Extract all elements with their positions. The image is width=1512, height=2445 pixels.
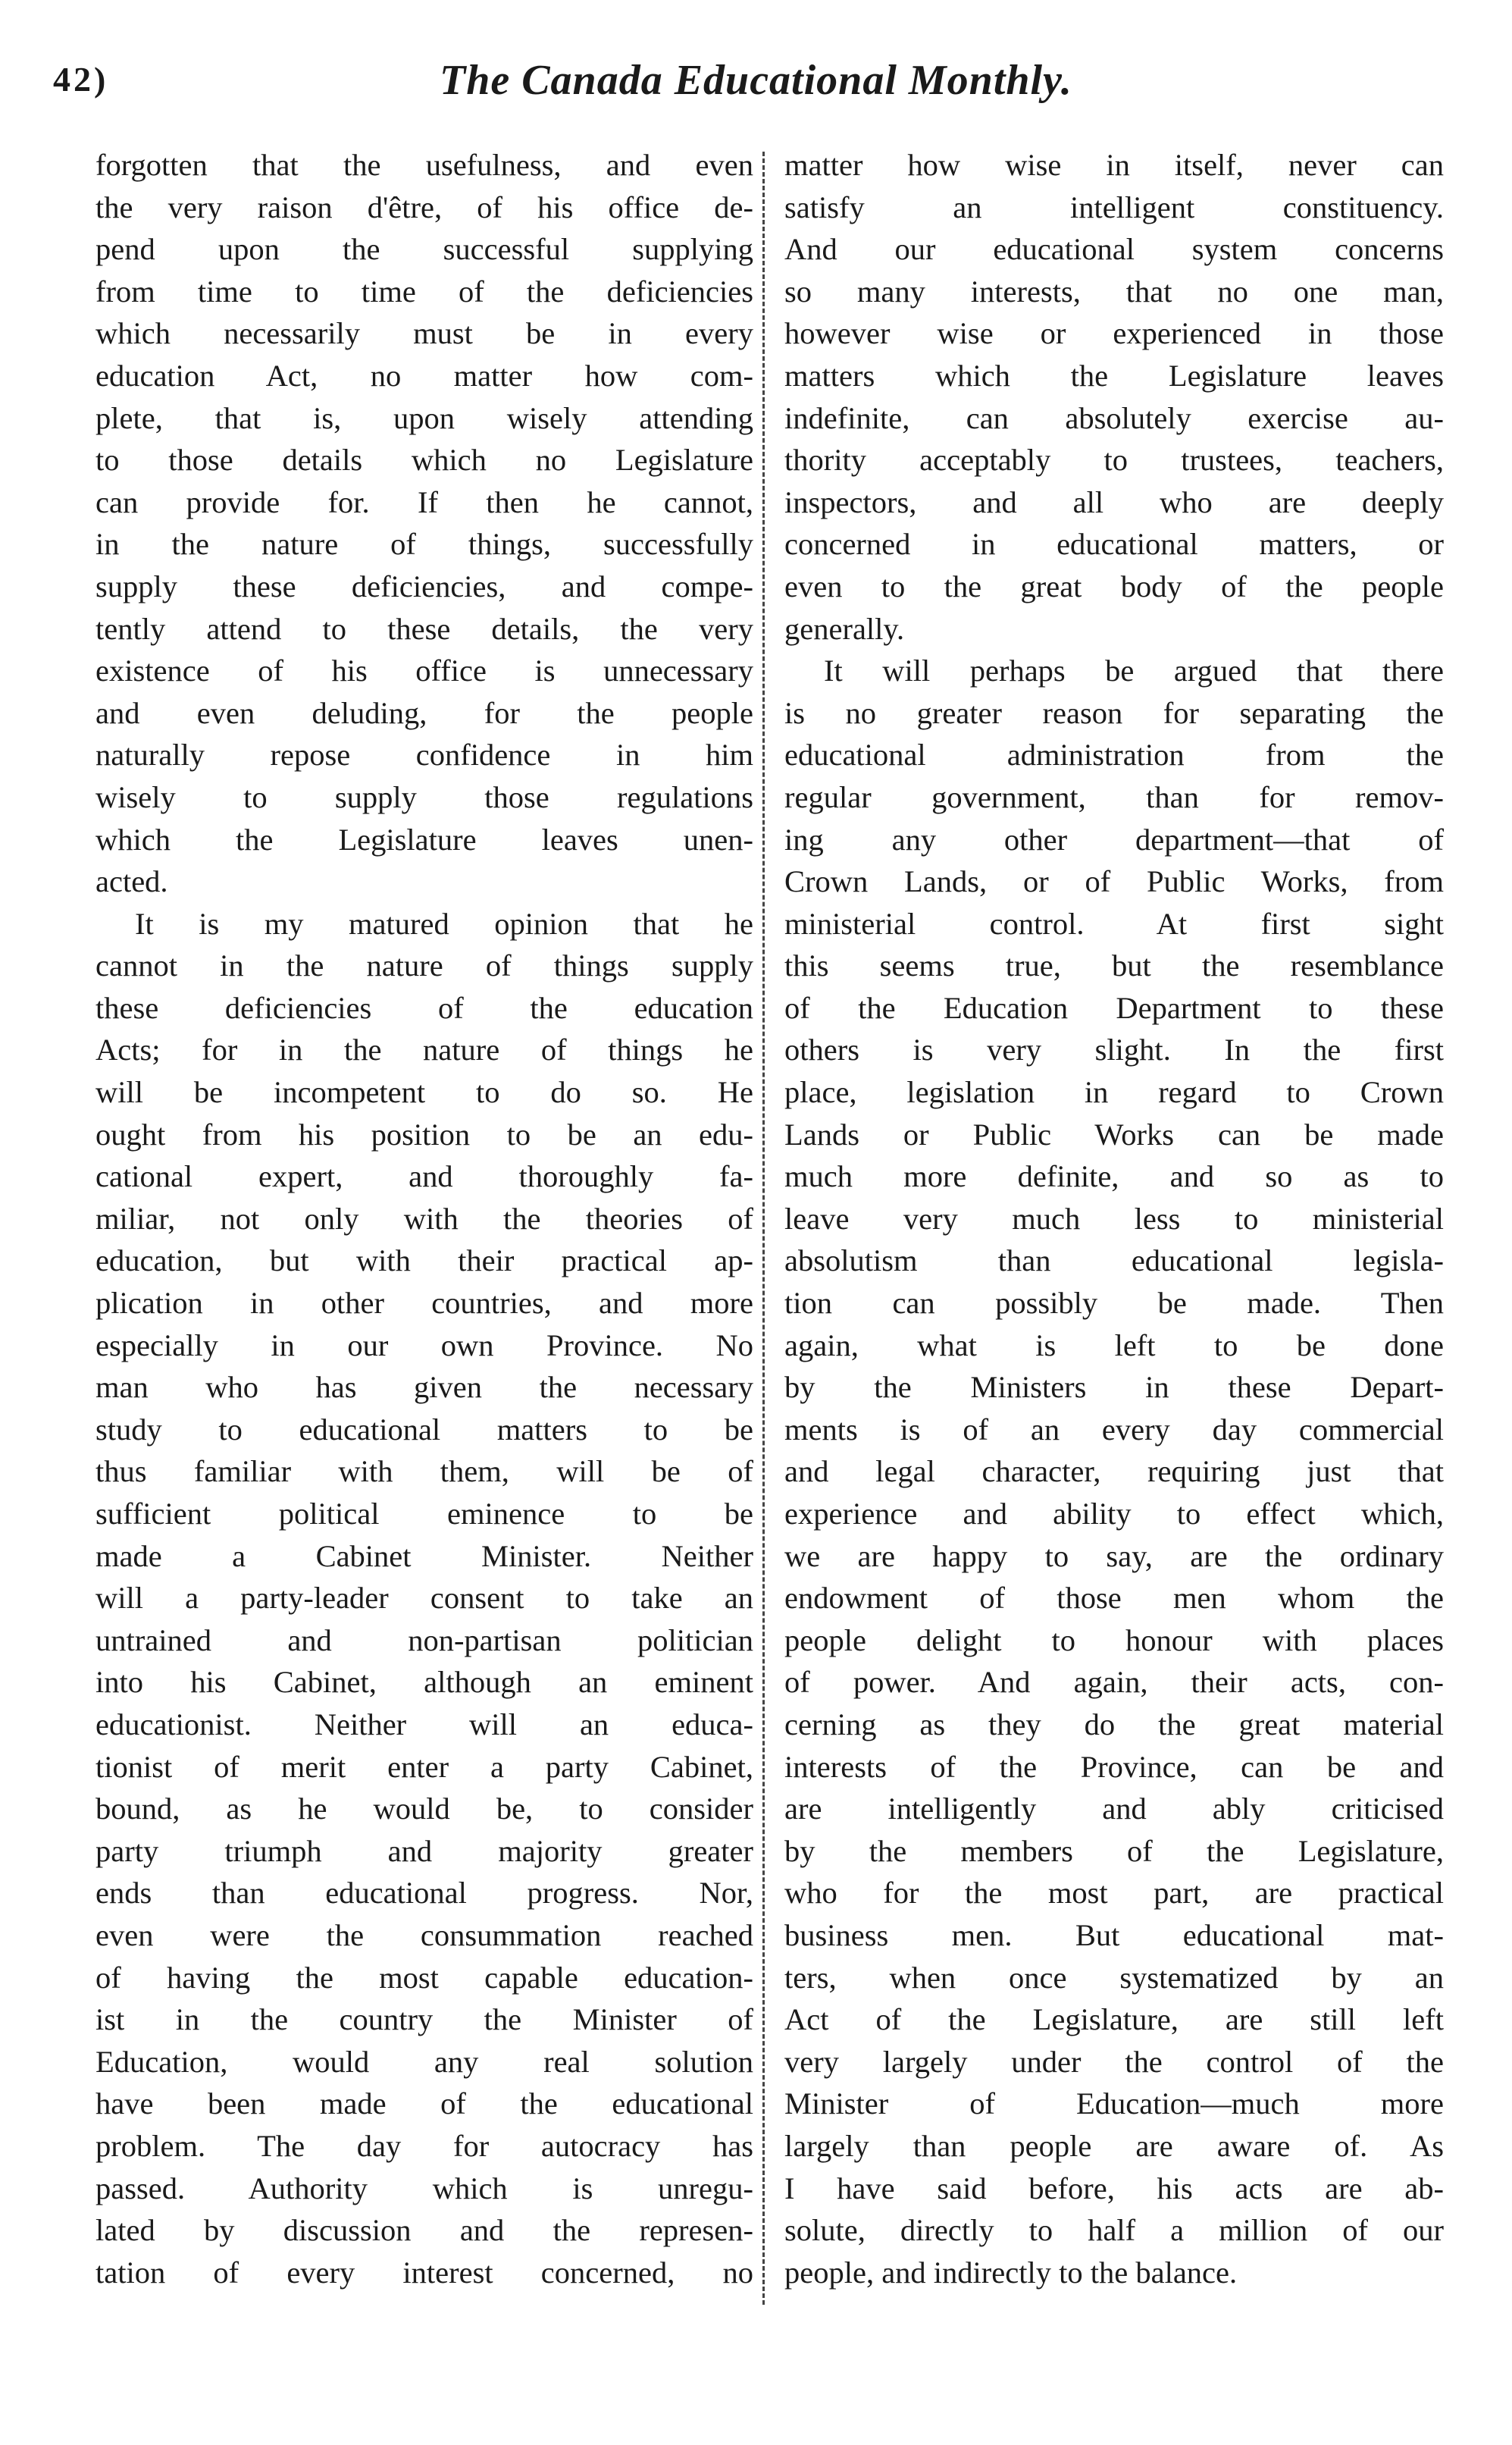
text-line: will a party-leader consent to take an — [95, 1581, 753, 1616]
right-text-column — [784, 144, 1444, 2293]
page-number: 42) — [53, 60, 109, 99]
text-line: tionist of merit enter a party Cabinet, — [95, 1749, 753, 1784]
text-line: matters which the Legislature leaves — [784, 358, 1444, 393]
text-line: Minister of Education—much more — [784, 2086, 1444, 2121]
text-line: people delight to honour with places — [784, 1622, 1444, 1657]
text-line: others is very slight. In the first — [784, 1033, 1444, 1067]
text-line: Crown Lands, or of Public Works, from — [784, 864, 1444, 899]
text-line: pend upon the successful supplying — [95, 232, 753, 267]
text-line: regular government, than for remov- — [784, 779, 1444, 814]
text-line: forgotten that the usefulness, and even — [95, 148, 753, 182]
text-line: naturally repose confidence in him — [95, 738, 753, 773]
text-line: and even deluding, for the people — [95, 695, 753, 730]
text-line: ments is of an every day commercial — [784, 1412, 1444, 1447]
text-line: And our educational system concerns — [784, 232, 1444, 267]
text-line: who for the most part, are practical — [784, 1876, 1444, 1911]
text-line: education Act, no matter how com- — [95, 358, 753, 393]
text-line: cannot in the nature of things supply — [95, 948, 753, 983]
text-line: by the Ministers in these Depart- — [784, 1370, 1444, 1405]
text-line: thus familiar with them, will be of — [95, 1454, 753, 1489]
text-line: largely than people are aware of. As — [784, 2128, 1444, 2163]
text-line: educationist. Neither will an educa- — [95, 1707, 753, 1741]
text-line: so many interests, that no one man, — [784, 274, 1444, 309]
text-line: thority acceptably to trustees, teachers, — [784, 443, 1444, 478]
text-line: supply these deficiencies, and compe- — [95, 569, 753, 603]
text-line: Acts; for in the nature of things he — [95, 1033, 753, 1067]
text-line: generally. — [784, 611, 905, 646]
text-line: and legal character, requiring just that — [784, 1454, 1444, 1489]
text-line: this seems true, but the resemblance — [784, 948, 1444, 983]
text-line: of having the most capable education- — [95, 1960, 753, 1995]
text-line: party triumph and majority greater — [95, 1833, 753, 1868]
text-line: Education, would any real solution — [95, 2044, 753, 2079]
text-line: wisely to supply those regulations — [95, 779, 753, 814]
text-line: It will perhaps be argued that there — [824, 654, 1444, 688]
text-line: people, and indirectly to the balance. — [784, 2255, 1238, 2290]
column-divider — [762, 152, 765, 2305]
text-line: Act of the Legislature, are still left — [784, 2002, 1444, 2037]
text-line: untrained and non-partisan politician — [95, 1622, 753, 1657]
text-line: endowment of those men whom the — [784, 1581, 1444, 1616]
text-line: ing any other department—that of — [784, 822, 1444, 857]
text-line: interests of the Province, can be and — [784, 1749, 1444, 1784]
text-line: Lands or Public Works can be made — [784, 1117, 1444, 1152]
text-line: cational expert, and thoroughly fa- — [95, 1159, 753, 1194]
text-line: experience and ability to effect which, — [784, 1497, 1444, 1531]
text-line: educational administration from the — [784, 738, 1444, 773]
text-line: ters, when once systematized by an — [784, 1960, 1444, 1995]
text-line: bound, as he would be, to consider — [95, 1791, 753, 1826]
text-line: in the nature of things, successfully — [95, 527, 753, 562]
text-line: business men. But educational mat- — [784, 1917, 1444, 1952]
text-line: however wise or experienced in those — [784, 316, 1444, 351]
text-line: is no greater reason for separating the — [784, 695, 1444, 730]
text-line: passed. Authority which is unregu- — [95, 2171, 753, 2205]
text-line: tation of every interest concerned, no — [95, 2255, 753, 2290]
text-line: plication in other countries, and more — [95, 1286, 753, 1321]
text-line: cerning as they do the great material — [784, 1707, 1444, 1741]
text-line: made a Cabinet Minister. Neither — [95, 1538, 753, 1573]
text-line: very largely under the control of the — [784, 2044, 1444, 2079]
text-line: have been made of the educational — [95, 2086, 753, 2121]
text-line: acted. — [95, 864, 168, 899]
text-line: these deficiencies of the education — [95, 990, 753, 1025]
text-line: plete, that is, upon wisely attending — [95, 400, 753, 435]
text-line: from time to time of the deficiencies — [95, 274, 753, 309]
text-line: which necessarily must be in every — [95, 316, 753, 351]
text-line: It is my matured opinion that he — [135, 906, 753, 941]
text-line: lated by discussion and the represen- — [95, 2213, 753, 2248]
text-line: again, what is left to be done — [784, 1328, 1444, 1362]
text-line: of the Education Department to these — [784, 990, 1444, 1025]
text-line: place, legislation in regard to Crown — [784, 1075, 1444, 1110]
text-line: sufficient political eminence to be — [95, 1497, 753, 1531]
text-line: miliar, not only with the theories of — [95, 1201, 753, 1236]
text-line: leave very much less to ministerial — [784, 1201, 1444, 1236]
text-line: solute, directly to half a million of our — [784, 2213, 1444, 2248]
text-line: ends than educational progress. Nor, — [95, 1876, 753, 1911]
text-line: satisfy an intelligent constituency. — [784, 190, 1444, 224]
text-line: education, but with their practical ap- — [95, 1243, 753, 1278]
text-line: the very raison d'être, of his office de- — [95, 190, 753, 224]
text-line: ministerial control. At first sight — [784, 906, 1444, 941]
text-line: even to the great body of the people — [784, 569, 1444, 603]
text-line: inspectors, and all who are deeply — [784, 484, 1444, 519]
text-line: even were the consummation reached — [95, 1917, 753, 1952]
running-title: The Canada Educational Monthly. — [440, 57, 1072, 104]
text-line: are intelligently and ably criticised — [784, 1791, 1444, 1826]
text-line: ist in the country the Minister of — [95, 2002, 753, 2037]
text-line: into his Cabinet, although an eminent — [95, 1665, 753, 1700]
text-line: we are happy to say, are the ordinary — [784, 1538, 1444, 1573]
text-line: will be incompetent to do so. He — [95, 1075, 753, 1110]
text-line: tion can possibly be made. Then — [784, 1286, 1444, 1321]
text-line: to those details which no Legislature — [95, 443, 753, 478]
text-line: of power. And again, their acts, con- — [784, 1665, 1444, 1700]
text-line: ought from his position to be an edu- — [95, 1117, 753, 1152]
text-line: tently attend to these details, the very — [95, 611, 753, 646]
text-line: man who has given the necessary — [95, 1370, 753, 1405]
left-text-column — [95, 144, 753, 2293]
text-line: much more definite, and so as to — [784, 1159, 1444, 1194]
text-line: absolutism than educational legisla- — [784, 1243, 1444, 1278]
text-line: existence of his office is unnecessary — [95, 654, 753, 688]
text-line: especially in our own Province. No — [95, 1328, 753, 1362]
text-line: indefinite, can absolutely exercise au- — [784, 400, 1444, 435]
text-line: I have said before, his acts are ab- — [784, 2171, 1444, 2205]
text-line: problem. The day for autocracy has — [95, 2128, 753, 2163]
text-line: can provide for. If then he cannot, — [95, 484, 753, 519]
text-line: concerned in educational matters, or — [784, 527, 1444, 562]
text-line: matter how wise in itself, never can — [784, 148, 1444, 182]
text-line: by the members of the Legislature, — [784, 1833, 1444, 1868]
text-line: which the Legislature leaves unen- — [95, 822, 753, 857]
text-line: study to educational matters to be — [95, 1412, 753, 1447]
